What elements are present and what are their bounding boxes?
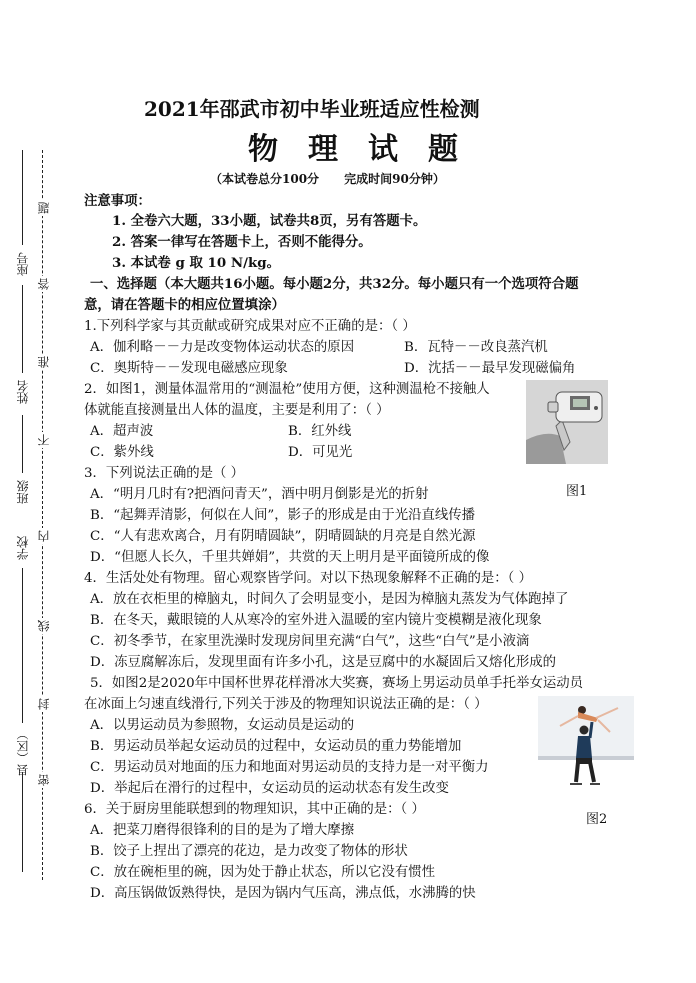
option: C．“人有悲欢离合，月有阴晴圆缺”，阴晴圆缺的月亮是自然光源 xyxy=(90,529,476,544)
option: C．奥斯特－－发现电磁感应现象 xyxy=(90,361,288,376)
option: D．“但愿人长久，千里共婵娟”，共赏的天上明月是平面镜所成的像 xyxy=(90,550,490,565)
field-line xyxy=(22,415,23,473)
question-stem: 3．下列说法正确的是（ ） xyxy=(84,466,245,481)
field-label-school: 学校 xyxy=(16,536,30,560)
seal-char: 不 xyxy=(37,434,51,446)
field-label-seat: 座号 xyxy=(16,252,30,276)
option: D．冻豆腐解冻后，发现里面有许多小孔，这是豆腐中的水凝固后又熔化形成的 xyxy=(90,655,557,670)
note-item: 1. 全卷六大题，33小题，试卷共8页，另有答题卡。 xyxy=(112,213,427,229)
figure-1-caption: 图1 xyxy=(566,484,588,499)
seal-char: 线 xyxy=(37,620,51,632)
question-stem: 1.下列科学家与其贡献或研究成果对应不正确的是：（ ） xyxy=(84,319,416,334)
option: D．高压锅做饭熟得快，是因为锅内气压高，沸点低，水沸腾的快 xyxy=(90,886,476,901)
field-label-county: 县（区） xyxy=(16,728,30,776)
seal-char: 封 xyxy=(37,698,51,710)
thermometer-gun-icon xyxy=(526,380,608,464)
seal-char: 答 xyxy=(37,278,51,290)
exam-subtitle: （本试卷总分100分 完成时间90分钟） xyxy=(210,172,445,186)
note-item: 2. 答案一律写在答题卡上，否则不能得分。 xyxy=(112,234,372,250)
seal-char: 密 xyxy=(37,774,51,786)
figure-2-skating-image xyxy=(538,696,634,794)
option: B．“起舞弄清影，何似在人间”，影子的形成是由于光沿直线传播 xyxy=(90,508,476,523)
option: C．紫外线 xyxy=(90,445,154,460)
option: A．超声波 xyxy=(90,424,154,439)
field-label-class: 班级 xyxy=(16,480,30,504)
figure-skaters-icon xyxy=(538,696,634,794)
option: A．“明月几时有?把酒问青天”，酒中明月倒影是光的折射 xyxy=(90,487,429,502)
question-stem: 在冰面上匀速直线滑行,下列关于涉及的物理知识说法正确的是：（ ） xyxy=(84,697,488,712)
option: D．举起后在滑行的过程中，女运动员的运动状态有发生改变 xyxy=(90,781,449,796)
option: B．饺子上捏出了漂亮的花边，是力改变了物体的形状 xyxy=(90,844,408,859)
field-label-name: 姓名 xyxy=(16,380,30,404)
option: C．放在碗柜里的碗，因为处于静止状态，所以它没有惯性 xyxy=(90,865,436,880)
question-stem: 5．如图2是2020年中国杯世界花样滑冰大奖赛，赛场上男运动员单手托举女运动员 xyxy=(90,676,584,691)
option: A．以男运动员为参照物，女运动员是运动的 xyxy=(90,718,355,733)
binding-margin xyxy=(0,0,70,983)
option: A．把菜刀磨得很锋利的目的是为了增大摩擦 xyxy=(90,823,355,838)
question-stem: 体就能直接测量出人体的温度，主要是利用了：（ ） xyxy=(84,403,390,418)
figure-2-caption: 图2 xyxy=(586,812,608,827)
option: B．在冬天，戴眼镜的人从寒冷的室外进入温暖的室内镜片变模糊是液化现象 xyxy=(90,613,542,628)
question-stem: 4．生活处处有物理。留心观察皆学问。对以下热现象解释不正确的是：（ ） xyxy=(84,571,532,586)
note-item: 3. 本试卷 g 取 10 N/kg。 xyxy=(112,255,281,271)
option: C．男运动员对地面的压力和地面对男运动员的支持力是一对平衡力 xyxy=(90,760,489,775)
figure-1-thermometer-image xyxy=(526,380,608,464)
seal-char: 准 xyxy=(37,356,51,368)
field-line xyxy=(22,568,23,723)
option: B．男运动员举起女运动员的过程中，女运动员的重力势能增加 xyxy=(90,739,462,754)
subject-title: 物理试题 xyxy=(248,132,488,167)
seal-char: 题 xyxy=(37,202,51,214)
option: B．瓦特－－改良蒸汽机 xyxy=(404,340,548,355)
question-stem: 6．关于厨房里能联想到的物理知识，其中正确的是：（ ） xyxy=(84,802,425,817)
field-line xyxy=(22,772,23,872)
option: D．沈括－－最早发现磁偏角 xyxy=(404,361,576,376)
seal-char: 内 xyxy=(37,530,51,542)
option: D．可见光 xyxy=(288,445,353,460)
section-heading: 意，请在答题卡的相应位置填涂） xyxy=(84,297,285,313)
question-stem: 2．如图1，测量体温常用的“测温枪”使用方便，这种测温枪不接触人 xyxy=(84,382,490,397)
section-heading: 一、选择题（本大题共16小题。每小题2分，共32分。每小题只有一个选项符合题 xyxy=(90,276,579,292)
option: A．伽利略－－力是改变物体运动状态的原因 xyxy=(90,340,355,355)
seal-dashed-line xyxy=(42,150,43,880)
field-line xyxy=(22,150,23,245)
notes-heading: 注意事项： xyxy=(84,193,151,209)
option: C．初冬季节，在家里洗澡时发现房间里充满“白气”，这些“白气”是小液滴 xyxy=(90,634,530,649)
option: B．红外线 xyxy=(288,424,352,439)
option: A．放在衣柜里的樟脑丸，时间久了会明显变小，是因为樟脑丸蒸发为气体跑掉了 xyxy=(90,592,569,607)
exam-title: 2021年邵武市初中毕业班适应性检测 xyxy=(144,97,480,121)
field-line xyxy=(22,285,23,373)
